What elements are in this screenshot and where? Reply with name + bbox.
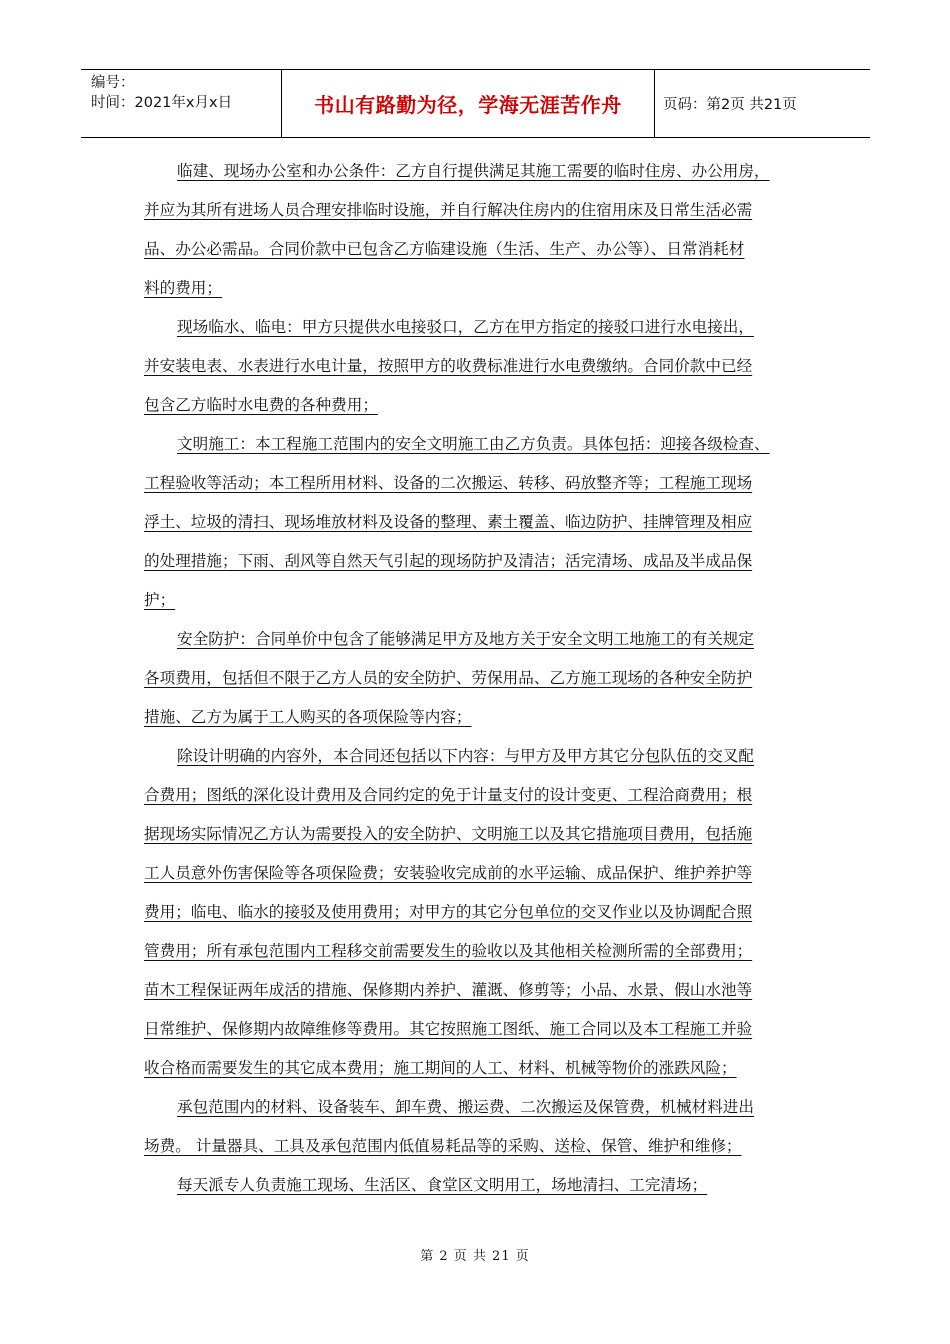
paragraph-line (144, 1127, 808, 1166)
line-text: 合费用；图纸的深化设计费用及合同约定的免于计量支付的设计变更、工程洽商费用；根 (144, 786, 753, 804)
paragraph-line (144, 269, 808, 308)
line-text: 措施、乙方为属于工人购买的各项保险等内容； (144, 708, 472, 726)
line-text: 苗木工程保证两年成活的措施、保修期内养护、灌溉、修剪等；小品、水景、假山水池等 (144, 981, 753, 999)
document-time-label: 时间：2021年x月x日 (91, 95, 233, 111)
paragraph-line (144, 1049, 808, 1088)
page-footer: 第 2 页 共 21 页 (420, 1249, 530, 1264)
line-text: 护； (144, 591, 176, 609)
paragraph (144, 737, 808, 1088)
line-text: 工人员意外伤害保险等各项保险费；安装验收完成前的水平运输、成品保护、维护养护等 (144, 864, 753, 882)
paragraph-line (144, 1166, 808, 1205)
line-text: 浮土、垃圾的清扫、现场堆放材料及设备的整理、素土覆盖、临边防护、挂牌管理及相应 (144, 513, 753, 531)
paragraph-line (144, 893, 808, 932)
line-text: 安全防护：合同单价中包含了能够满足甲方及地方关于安全文明工地施工的有关规定 (177, 630, 754, 648)
line-text: 包含乙方临时水电费的各种费用； (144, 396, 378, 414)
paragraph-line (144, 191, 808, 230)
line-text: 管费用；所有承包范围内工程移交前需要发生的验收以及其他相关检测所需的全部费用； (144, 942, 753, 960)
header-page-info: 页码：第2页 共21页 (663, 97, 797, 113)
paragraph (144, 1166, 808, 1205)
line-text: 的处理措施；下雨、刮风等自然天气引起的现场防护及清洁；活完清场、成品及半成品保 (144, 552, 753, 570)
header-motto: 书山有路勤为径，学海无涯苦作舟 (281, 70, 655, 137)
document-body (144, 152, 808, 1205)
paragraph (144, 425, 808, 620)
line-text: 料的费用； (144, 279, 222, 297)
paragraph-line (144, 152, 808, 191)
paragraph-line (144, 698, 808, 737)
paragraph-line (144, 659, 808, 698)
paragraph-line (144, 1010, 808, 1049)
paragraph-line (144, 581, 808, 620)
paragraph-line (144, 425, 808, 464)
line-text: 日常维护、保修期内故障维修等费用。其它按照施工图纸、施工合同以及本工程施工并验 (144, 1020, 753, 1038)
paragraph-line (144, 1088, 808, 1127)
line-text: 临建、现场办公室和办公条件：乙方自行提供满足其施工需要的临时住房、办公用房， (177, 162, 770, 180)
paragraph-line (144, 503, 808, 542)
line-text: 文明施工：本工程施工范围内的安全文明施工由乙方负责。具体包括：迎接各级检查、 (177, 435, 770, 453)
line-text: 每天派专人负责施工现场、生活区、食堂区文明用工，场地清扫、工完清场； (177, 1176, 708, 1194)
paragraph (144, 620, 808, 737)
paragraph-line (144, 776, 808, 815)
line-text: 据现场实际情况乙方认为需要投入的安全防护、文明施工以及其它措施项目费用，包括施 (144, 825, 753, 843)
paragraph-line (144, 542, 808, 581)
paragraph-line (144, 932, 808, 971)
paragraph-line (144, 386, 808, 425)
paragraph-line (144, 620, 808, 659)
line-text: 现场临水、临电：甲方只提供水电接驳口，乙方在甲方指定的接驳口进行水电接出， (177, 318, 754, 336)
line-text: 场费。 计量器具、工具及承包范围内低值易耗品等的采购、送检、保管、维护和维修； (144, 1137, 742, 1155)
header-meta (81, 70, 281, 137)
paragraph (144, 152, 808, 308)
line-text: 工程验收等活动；本工程所用材料、设备的二次搬运、转移、码放整齐等；工程施工现场 (144, 474, 753, 492)
line-text: 并应为其所有进场人员合理安排临时设施，并自行解决住房内的住宿用床及日常生活必需 (144, 201, 753, 219)
line-text: 承包范围内的材料、设备装车、卸车费、搬运费、二次搬运及保管费，机械材料进出 (177, 1098, 754, 1116)
line-text: 各项费用，包括但不限于乙方人员的安全防护、劳保用品、乙方施工现场的各种安全防护 (144, 669, 753, 687)
paragraph-line (144, 854, 808, 893)
paragraph-line (144, 971, 808, 1010)
line-text: 除设计明确的内容外，本合同还包括以下内容：与甲方及甲方其它分包队伍的交叉配 (177, 747, 754, 765)
line-text: 费用；临电、临水的接驳及使用费用；对甲方的其它分包单位的交叉作业以及协调配合照 (144, 903, 753, 921)
paragraph (144, 1088, 808, 1166)
document-number-label: 编号： (91, 75, 135, 91)
line-text: 品、办公必需品。合同价款中已包含乙方临建设施（生活、生产、办公等）、日常消耗材 (144, 240, 745, 258)
line-text: 并安装电表、水表进行水电计量，按照甲方的收费标准进行水电费缴纳。合同价款中已经 (144, 357, 753, 375)
paragraph (144, 308, 808, 425)
paragraph-line (144, 230, 808, 269)
paragraph-line (144, 737, 808, 776)
paragraph-line (144, 347, 808, 386)
header-table (81, 69, 870, 138)
paragraph-line (144, 308, 808, 347)
paragraph-line (144, 815, 808, 854)
line-text: 收合格而需要发生的其它成本费用；施工期间的人工、材料、机械等物价的涨跌风险； (144, 1059, 737, 1077)
paragraph-line (144, 464, 808, 503)
